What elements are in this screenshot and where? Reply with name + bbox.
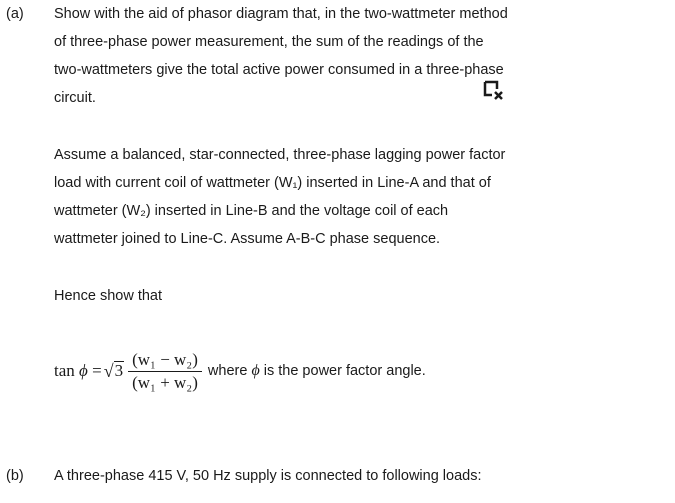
where-prefix: where — [207, 363, 248, 379]
hence-line: Hence show that — [54, 288, 163, 304]
formula-fraction — [128, 350, 202, 393]
cursor-box-icon — [483, 80, 505, 100]
formula-numerator: (w₁ − w₂) — [128, 350, 202, 372]
formula-radicand: 3 — [114, 360, 124, 380]
where-suffix: is the power factor angle. — [263, 363, 426, 379]
where-phi: ϕ — [251, 362, 260, 379]
question-label-a: (a) — [6, 6, 24, 22]
question-a-assumptions — [54, 141, 574, 253]
text-line: Assume a balanced, star-connected, three-phase lagging power factor — [54, 147, 506, 163]
formula-denominator: (w₁ + w₂) — [132, 372, 198, 392]
text-line: wattmeter (W₂) inserted in Line-B and the voltage coil of each — [54, 203, 449, 219]
text-line: circuit. — [54, 90, 96, 106]
question-b-text: A three-phase 415 V, 50 Hz supply is connected to following loads: — [54, 468, 482, 484]
formula-lhs: tan — [54, 361, 75, 380]
formula-equals: = — [92, 361, 102, 380]
question-label-b: (b) — [6, 468, 24, 484]
text-line: Show with the aid of phasor diagram that, in the two-wattmeter method — [54, 6, 508, 22]
formula-phi: ϕ — [79, 361, 88, 380]
text-line: two-wattmeters give the total active power consumed in a three-phase — [54, 62, 504, 78]
formula-sqrt — [104, 361, 124, 382]
radical-icon: √ — [103, 360, 114, 381]
formula-math — [54, 350, 202, 393]
tan-phi-formula — [54, 345, 426, 397]
text-line: wattmeter joined to Line-C. Assume A-B-C phase sequence. — [54, 231, 441, 247]
text-line: of three-phase power measurement, the sum of the readings of the — [54, 34, 484, 50]
formula-where-clause — [208, 362, 426, 380]
text-line: load with current coil of wattmeter (W₁) inserted in Line-A and that of — [54, 175, 491, 191]
